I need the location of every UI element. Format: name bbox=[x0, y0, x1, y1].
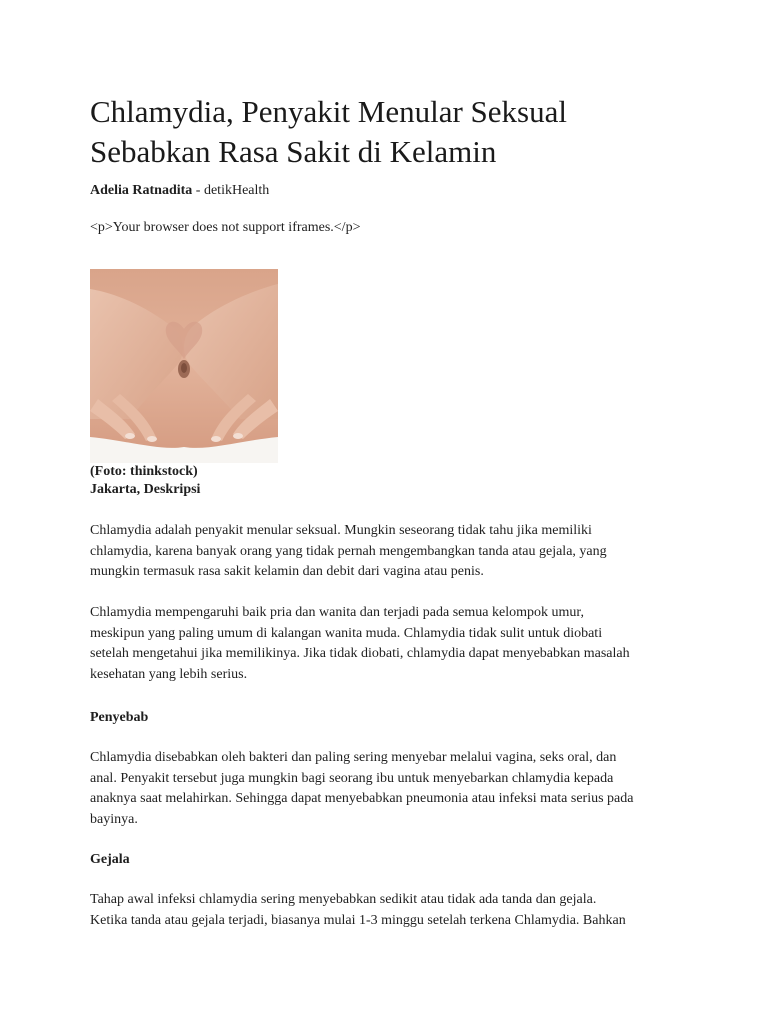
heading-penyebab: Penyebab bbox=[90, 710, 149, 725]
paragraph-1 bbox=[90, 521, 690, 583]
byline-separator: - bbox=[192, 183, 204, 198]
paragraph-line: Chlamydia disebabkan oleh bakteri dan paling sering menyebar melalui vagina, seks oral, dan bbox=[90, 750, 617, 765]
paragraph-line: setelah mengetahui jika memilikinya. Jika tidak diobati, chlamydia dapat menyebabkan masalah bbox=[90, 646, 630, 662]
article-photo bbox=[90, 269, 278, 463]
source-name: detikHealth bbox=[203, 183, 270, 198]
heading-gejala: Gejala bbox=[90, 852, 130, 867]
paragraph-line: anaknya saat melahirkan. Sehingga dapat menyebabkan pneumonia atau infeksi mata serius pada bbox=[90, 791, 634, 807]
photo-caption: (Foto: thinkstock) bbox=[90, 464, 198, 479]
paragraph-line: anal. Penyakit tersebut juga mungkin bagi seorang ibu untuk menyebarkan chlamydia kepada bbox=[90, 770, 614, 786]
paragraph-line: Chlamydia adalah penyakit menular seksual. Mungkin seseorang tidak tahu jika memiliki bbox=[90, 523, 592, 538]
byline bbox=[90, 182, 269, 200]
photo-caption-block bbox=[90, 463, 200, 499]
paragraph-line: bayinya. bbox=[90, 811, 138, 827]
dateline: Jakarta, Deskripsi bbox=[90, 482, 201, 497]
article-title: Chlamydia, Penyakit Menular Seksual Sebabkan Rasa Sakit di Kelamin bbox=[90, 94, 567, 169]
paragraph-line: Chlamydia mempengaruhi baik pria dan wanita dan terjadi pada semua kelompok umur, bbox=[90, 605, 584, 620]
paragraph-line: Ketika tanda atau gejala terjadi, biasanya mulai 1-3 minggu setelah terkena Chlamydia. Bahkan bbox=[90, 912, 626, 928]
paragraph-line: mungkin termasuk rasa sakit kelamin dan debit dari vagina atau penis. bbox=[90, 564, 484, 580]
iframe-fallback-text: <p>Your browser does not support iframes.</p> bbox=[90, 220, 361, 235]
paragraph-2 bbox=[90, 603, 690, 685]
paragraph-line: kesehatan yang lebih serius. bbox=[90, 666, 248, 682]
paragraph-line: Tahap awal infeksi chlamydia sering menyebabkan sedikit atau tidak ada tanda dan gejala. bbox=[90, 892, 597, 907]
author-name: Adelia Ratnadita bbox=[90, 183, 193, 198]
paragraph-line: meskipun yang paling umum di kalangan wanita muda. Chlamydia tidak sulit untuk diobati bbox=[90, 625, 603, 641]
paragraph-line: chlamydia, karena banyak orang yang tidak pernah mengembangkan tanda atau gejala, yang bbox=[90, 543, 607, 559]
paragraph-4 bbox=[90, 890, 690, 931]
paragraph-3 bbox=[90, 748, 690, 830]
